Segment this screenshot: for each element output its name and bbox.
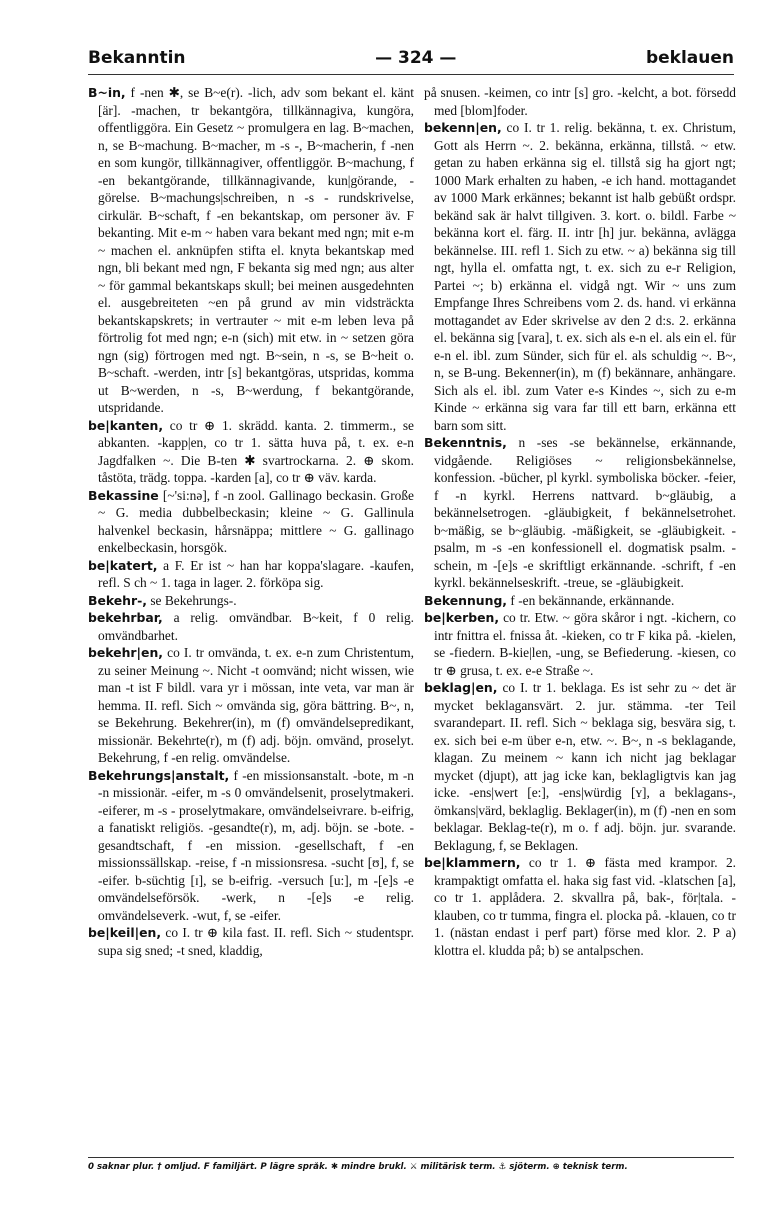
entry-text: a F. Er ist ~ han har koppa'slagare. -kaufen, refl. S ch ~ 1. taga in lager. 2. förköpa sig.: [98, 557, 414, 590]
headword: be|kerben,: [424, 610, 500, 625]
entry-text: n -ses -se bekännelse, erkännande, vidgående. Religiöses ~ religionsbekännelse, konfession. -bücher, pl kyrkl. symboliska böcker. -feier, f -n kyrkl. Herrens nattvard. b~gläubig, a bekännelsetrogen. -gläubigkeit, f bekännelsetrohet. b~mäßig, se b~gläubig. -mäßigkeit, se -gläubigkeit. -psalm, m -s -en konfessionell el. dogmatisk psalm. -schein, m -[e]s -e skriftligt erkännande. -schrift, f -en kyrkl. bekännelseskrift. -treue, se -gläubigkeit.: [434, 435, 736, 590]
header-rule: [88, 74, 734, 75]
entry-text: co I. tr 1. beklaga. Es ist sehr zu ~ det är mycket beklagansvärt. 2. jur. stämma. -ter Teil svarandepart. II. refl. Sich ~ beklaga sig, besvära sig, t. ex. sich bei e-m über e-n, etw. ~. B~, n -s beklagande, klagan. Zu meinem ~ kann ich nicht jag beklagar mycket (djupt), att jag icke kan, beklagligtvis kan jag icke. -ens|wert [e:], -ens|würdig [ʏ], a beklagans-, ömkans|värd, beklaglig. Beklager(in), m (f) -nen en som beklagar. Beklag-te(r), m o. f adj. böjn. jur. svarande. Beklagung, f, se Beklagen.: [434, 680, 736, 853]
headword: Bekenntnis,: [424, 435, 507, 450]
headword: Bekassine: [88, 487, 159, 503]
entry-text: co I. tr ⊕ kila fast. II. refl. Sich ~ studentspr. supa sig sned; -t sned, kladdig,: [98, 925, 414, 958]
entry: [424, 592, 736, 610]
headword: be|kanten,: [88, 417, 164, 433]
headword: be|klammern,: [424, 855, 521, 870]
entry-text: co I. tr 1. relig. bekänna, t. ex. Christum, Gott als Herrn ~. 2. bekänna, erkänna, tillstå. ~ etw. getan zu haben erkänna sig el. tillstå sig ha gjort ngt; 1000 Mark erhalten zu haben, -e ich hand. mottagandet av 1000 Mark erkännes; bekannt ist halb gebüßt ordspr. bekänd sak är halvt tillgiven. 3. kort. o. bildl. Farbe ~ bekänna kort el. färg. II. intr [h] jur. bekänna, avlägga bekännelse. III. refl 1. Sich zu etw. ~ a) bekänna sig till ngt, hylla el. omfatta ngt, t. ex. sich zu e-r Religion, Partei ~; b) erkänna el. vidgå ngt. Wir ~ uns zum Empfange Ihres Schreibens vom 2. ds. hand. vi erkänna mottagandet av Eder skrivelse av den 2 d:s. 2. erkänna el. bekänna sig [vara], t. ex. sich als e-n el. als ein el. für e-n el. ibl. zum Sünder, sich für el. als schuldig ~. B~, n, se B-ung. Bekenner(in), m (f) bekännare, anhängare. Sich als el. ibl. zum Vater e-s Kindes ~, sich zu e-m Kinde ~ erkänna sig vara far till ett barn, erkänna ett barn som sitt.: [434, 120, 736, 433]
entry-text: [~'si:nə], f -n zool. Gallinago beckasin. Große ~ G. media dubbelbeckasin; kleine ~ G. Gallinula halvenkel beckasin, hårsnäppa; mittlere ~ G. gallinago enkelbeckasin, horsgök.: [98, 487, 414, 555]
entry-text: co I. tr omvända, t. ex. e-n zum Christentum, zu seiner Meinung ~. Nicht -t oomvänd; nicht wissen, wie man -t ist F bildl. vara yr i mössan, inte veta, var man är hemma. II. refl. Sich ~ omvända sig, göra bättring. B~, n, se Bekehrung. Bekehrer(in), m (f) omvändelsepredikant, missionär. Bekehrte(r), m (f) adj. böjn. omvänd, proselyt. Bekehrung, f -en relig. omvändelse.: [98, 645, 414, 765]
entry: [88, 767, 414, 925]
entry-text: co tr 1. ⊕ fästa med krampor. 2. krampaktigt omfatta el. haka sig fast vid. -klatschen [a], co tr 1. applådera. 2. skvallra på, bak-, för|tala. -klauben, co tr tumma, fingra el. plocka på. -klauen, co tr 1. (nästan endast i perf part) förse med klor. 2. P a) klottra el. kludda på; b) se antalpschen.: [434, 855, 736, 958]
headword: Bekehr-,: [88, 592, 147, 608]
entry: [88, 924, 414, 959]
entry-text: co tr. Etw. ~ göra skåror i ngt. -kichern, co intr fnittra el. fnissa åt. -kieken, co tr F kika på. -kielen, se -fiedern. B-kie|len, -ung, se Befiederung. -kiesen, co tr ⊕ grusa, t. ex. e-e Straße ~.: [434, 610, 736, 678]
headword: B~in,: [88, 85, 126, 100]
entry: [424, 854, 736, 959]
page-number: — 324 —: [375, 48, 457, 68]
headword: bekehrbar,: [88, 610, 163, 625]
entry: [88, 417, 414, 487]
headword: Bekennung,: [424, 592, 508, 608]
headword: be|katert,: [88, 557, 158, 573]
headword: bekehr|en,: [88, 645, 163, 660]
page-header: [88, 48, 734, 76]
entry: [88, 592, 414, 610]
headword: be|keil|en,: [88, 925, 162, 940]
entry: [88, 609, 414, 644]
abbreviation-legend: 0 saknar plur. † omljud. F familjärt. P lägre språk. ✱ mindre brukl. ⚔ militärisk term. ⚓ sjöterm. ⊕ teknisk term.: [88, 1162, 628, 1172]
entry-text: co tr ⊕ 1. skrädd. kanta. 2. timmerm., se abkanten. -kapp|en, co tr 1. sätta huva på, t. ex. e-n Jagdfalken ~. Die B-ten ✱ svartrockarna. 2. ⊕ skom. tåstöta, trädg. toppa. -karden [a], co tr ⊕ väv. karda.: [98, 417, 414, 485]
entry: [424, 679, 736, 854]
headword: beklag|en,: [424, 680, 498, 695]
right-column: [424, 84, 736, 1154]
entry-text: se Bekehrungs-.: [150, 592, 237, 608]
entry-text: a relig. omvändbar. B~keit, f 0 relig. omvändbarhet.: [98, 610, 414, 643]
entry: [424, 84, 736, 119]
entry: [424, 119, 736, 434]
entry: [88, 557, 414, 592]
entry: [88, 644, 414, 767]
entry: [88, 487, 414, 557]
entry-text: f -en bekännande, erkännande.: [510, 592, 675, 608]
entry: [88, 84, 414, 417]
footer-rule: [88, 1157, 734, 1158]
left-column: [88, 84, 414, 1154]
headword: bekenn|en,: [424, 120, 502, 135]
entry-text: f -nen ✱, se B~e(r). -lich, adv som bekant el. känt [är]. -machen, tr bekantgöra, tillkännagiva, kungöra, offentliggöra. Ein Gesetz ~ promulgera en lag. B~machen, n, se B~machung. B~macher, m -s -, B~macherin, f -nen en som kungör, tillkännagiver, offentliggör. B~machung, f -en bekantgörande, tillkännagivande, kun|görande, -görelse. B~machungs|schreiben, n -s - rundskrivelse, cirkulär. B~schaft, f -en bekantskap, om personer äv. F bekanting. Mit e-m ~ haben vara bekant med ngn; mit e-m ~ machen el. anknüpfen stifta el. knyta bekantskap med ngn, bli bekant med ngn, F bekanta sig med ngn; aus alter ~ för gammal bekantskaps skull; bei meinen ausgedehnten el. ausgebreiteten ~en på grund av min vidsträckta bekantskapskrets; in vertrauter ~ mit e-m leben leva på förtrolig fot med ngn; e-n (sich) mit etw. in ~ setzen göra ngn (sig) förtrogen med ngt. B~sein, n -s, se B~heit o. B~schaft. -werden, intr [s] bekantgöras, utspridas, komma ut B~werden, n -s, B~werdung, f bekantgörande, utspridande.: [98, 85, 414, 415]
entry: [424, 434, 736, 592]
entry-text: f -en missionsanstalt. -bote, m -n -n missionär. -eifer, m -s 0 omvändelsenit, proselytmakeri. -eiferer, m -s - proselytmakare, omvändelseivrare. b-eifrig, a fanatiskt religiös. -gesandte(r), m, adj. böjn. se -bote. -gesandtschaft, f -en mission. -gesellschaft, f -en missionssällskap. -reise, f -n missionsresa. -sucht [ʊ], f, se -eifer. b-süchtig [ɪ], se b-eifrig. -versuch [u:], m -[e]s -e omvändelseförsök. -werk, n -[e]s -e relig. omvändelseverk. -wut, f, se -eifer.: [98, 767, 414, 923]
headword: Bekehrungs|anstalt,: [88, 767, 230, 783]
entry: [424, 609, 736, 679]
right-guide-word: beklauen: [645, 48, 734, 68]
left-guide-word: Bekanntin: [88, 48, 186, 68]
entry-text: på snusen. -keimen, co intr [s] gro. -kelcht, a bot. försedd med [blom]foder.: [424, 85, 736, 118]
